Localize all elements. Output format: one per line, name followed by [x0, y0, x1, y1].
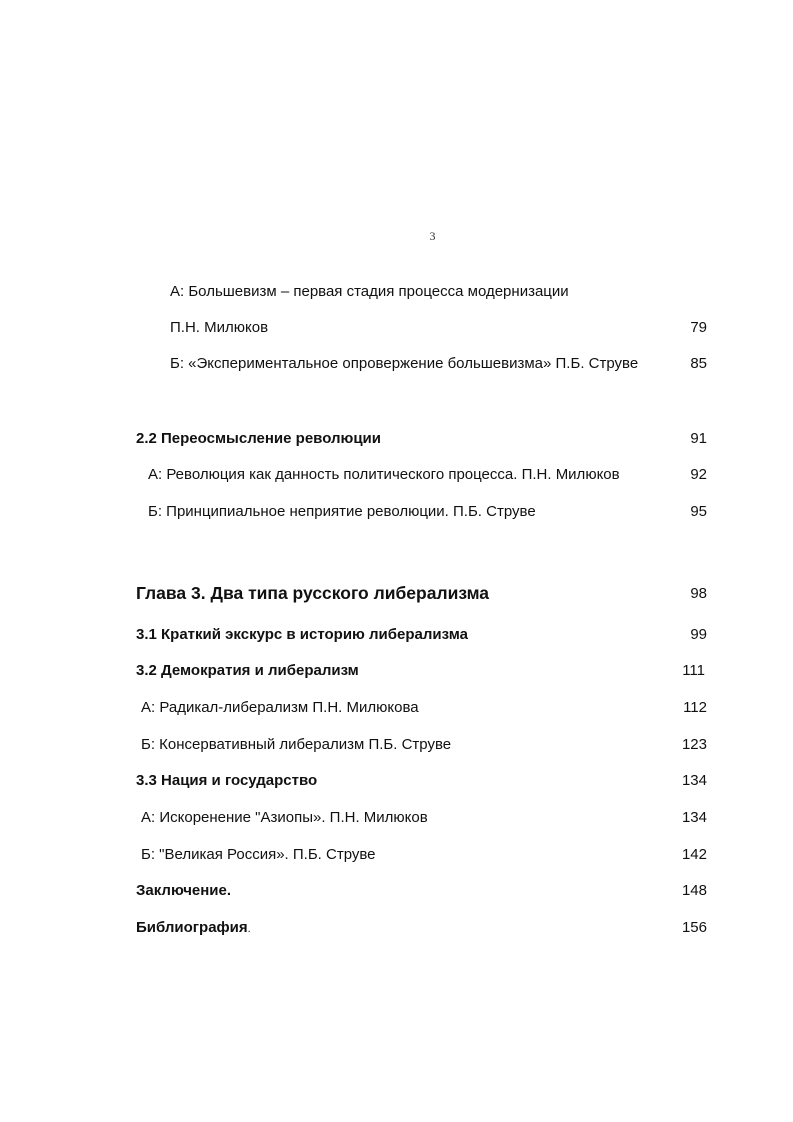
toc-bibliography-label: Библиография: [136, 919, 248, 936]
toc-page-3-3-b: 142: [681, 846, 707, 863]
toc-page-bibliography: 156: [681, 919, 707, 936]
toc-bibliography: [136, 919, 251, 938]
toc-page-2-2: 91: [690, 430, 707, 447]
toc-entry-3-2-b: Б: Консервативный либерализм П.Б. Струве: [141, 736, 452, 753]
toc-entry-2-2-a: А: Революция как данность политического процесса. П.Н. Милюков: [148, 466, 620, 483]
toc-page-2-2-a: 92: [690, 466, 707, 483]
toc-page-3-1: 99: [690, 626, 707, 643]
toc-bibliography-dot: .: [247, 923, 251, 935]
toc-page-a-bolshevism: 79: [690, 319, 707, 336]
toc-page-3-3-a: 134: [681, 809, 707, 826]
toc-page-2-2-b: 95: [690, 503, 707, 520]
toc-section-2-2: 2.2 Переосмысление революции: [136, 430, 381, 447]
toc-page-3-2-b: 123: [681, 736, 707, 753]
toc-page-chapter-3: 98: [690, 585, 707, 602]
toc-entry-a-bolshevism-line2: П.Н. Милюков: [170, 319, 269, 336]
toc-entry-3-3-a: А: Искоренение "Азиопы». П.Н. Милюков: [141, 809, 428, 826]
toc-page-b-experimental: 85: [690, 355, 707, 372]
toc-conclusion: Заключение.: [136, 882, 232, 899]
toc-entry-b-experimental: Б: «Экспериментальное опровержение большевизма» П.Б. Струве: [170, 355, 639, 372]
toc-page-3-2: 111: [682, 662, 705, 679]
toc-entry-2-2-b: Б: Принципиальное неприятие революции. П.Б. Струве: [148, 503, 536, 520]
toc-section-3-1: 3.1 Краткий экскурс в историю либерализма: [136, 626, 468, 643]
toc-entry-3-3-b: Б: "Великая Россия». П.Б. Струве: [141, 846, 376, 863]
toc-page-3-2-a: 112: [683, 699, 707, 716]
toc-chapter-3: Глава 3. Два типа русского либерализма: [136, 583, 490, 603]
page-number: 3: [429, 229, 436, 243]
toc-entry-a-bolshevism-line1: А: Большевизм – первая стадия процесса модернизации: [170, 283, 569, 300]
toc-section-3-3: 3.3 Нация и государство: [136, 772, 318, 789]
toc-entry-3-2-a: А: Радикал-либерализм П.Н. Милюкова: [141, 699, 419, 716]
toc-section-3-2: 3.2 Демократия и либерализм: [136, 662, 359, 679]
toc-page-3-3: 134: [681, 772, 707, 789]
toc-page-conclusion: 148: [681, 882, 707, 899]
